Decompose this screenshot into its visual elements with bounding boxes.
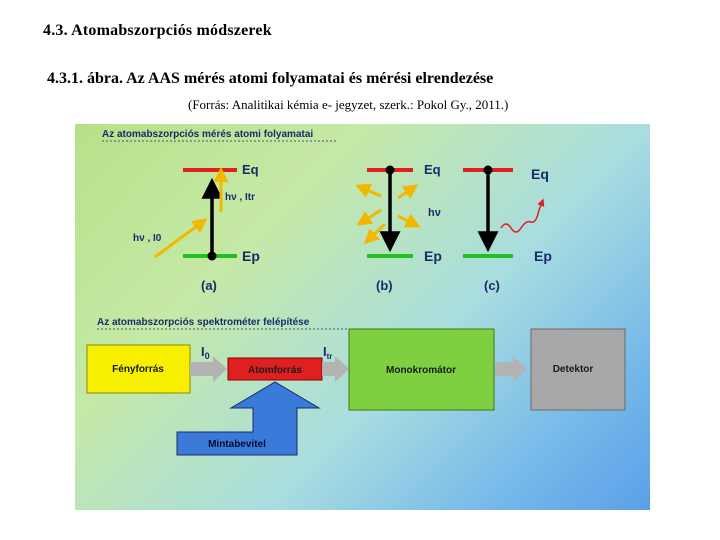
heat-wave-arrow-c: [501, 200, 543, 232]
panel-c: [463, 166, 552, 294]
ep-label-a: Ep: [242, 248, 260, 264]
photon-arrow-b1: [358, 186, 381, 196]
beam-arrow-3: [495, 356, 527, 382]
photon-arrow-b4: [398, 216, 418, 226]
i0-label: $I_0$: [201, 344, 210, 361]
eq-label-a: Eq: [242, 162, 259, 177]
atom-source-label: Atomforrás: [248, 365, 302, 376]
panel-label-a: (a): [201, 278, 217, 293]
photon-arrow-b5: [366, 224, 385, 242]
ep-label-b: Ep: [424, 248, 442, 264]
atom-dot-b: [386, 166, 395, 175]
sample-intro-label: Mintabevitel: [208, 439, 266, 450]
figure-caption: 4.3.1. ábra. Az AAS mérés atomi folyamatai és mérési elrendezése: [47, 70, 494, 87]
ep-label-c: Ep: [534, 248, 552, 264]
atom-dot-a: [208, 252, 217, 261]
photon-label-b: hν: [428, 207, 441, 219]
photon-in-arrow-a: [155, 220, 205, 257]
light-source-label: Fényforrás: [112, 364, 164, 375]
absorbed-label-a: hν , I0: [133, 233, 162, 244]
panel-a: [133, 162, 260, 293]
emitted-label-a: hν , Itr: [225, 192, 256, 203]
figure-source: (Forrás: Analitikai kémia e- jegyzet, szerk.: Pokol Gy., 2011.): [188, 97, 509, 112]
panel-label-c: (c): [484, 278, 500, 293]
panel-b: [358, 162, 442, 293]
atom-dot-c: [484, 166, 493, 175]
setup-title: Az atomabszorpciós spektrométer felépítése: [97, 317, 310, 328]
aas-figure: [75, 124, 650, 510]
itr-label: $I_{tr}$: [323, 344, 333, 361]
section-heading: 4.3. Atomabszorpciós módszerek: [43, 22, 272, 39]
eq-label-c: Eq: [531, 166, 549, 182]
detector-label: Detektor: [552, 364, 594, 375]
process-title: Az atomabszorpciós mérés atomi folyamatai: [102, 129, 314, 140]
monochromator-label: Monokromátor: [386, 365, 456, 376]
photon-arrow-b3: [398, 186, 416, 198]
photon-arrow-b2: [359, 210, 381, 224]
eq-label-b: Eq: [424, 162, 441, 177]
panel-label-b: (b): [376, 278, 393, 293]
